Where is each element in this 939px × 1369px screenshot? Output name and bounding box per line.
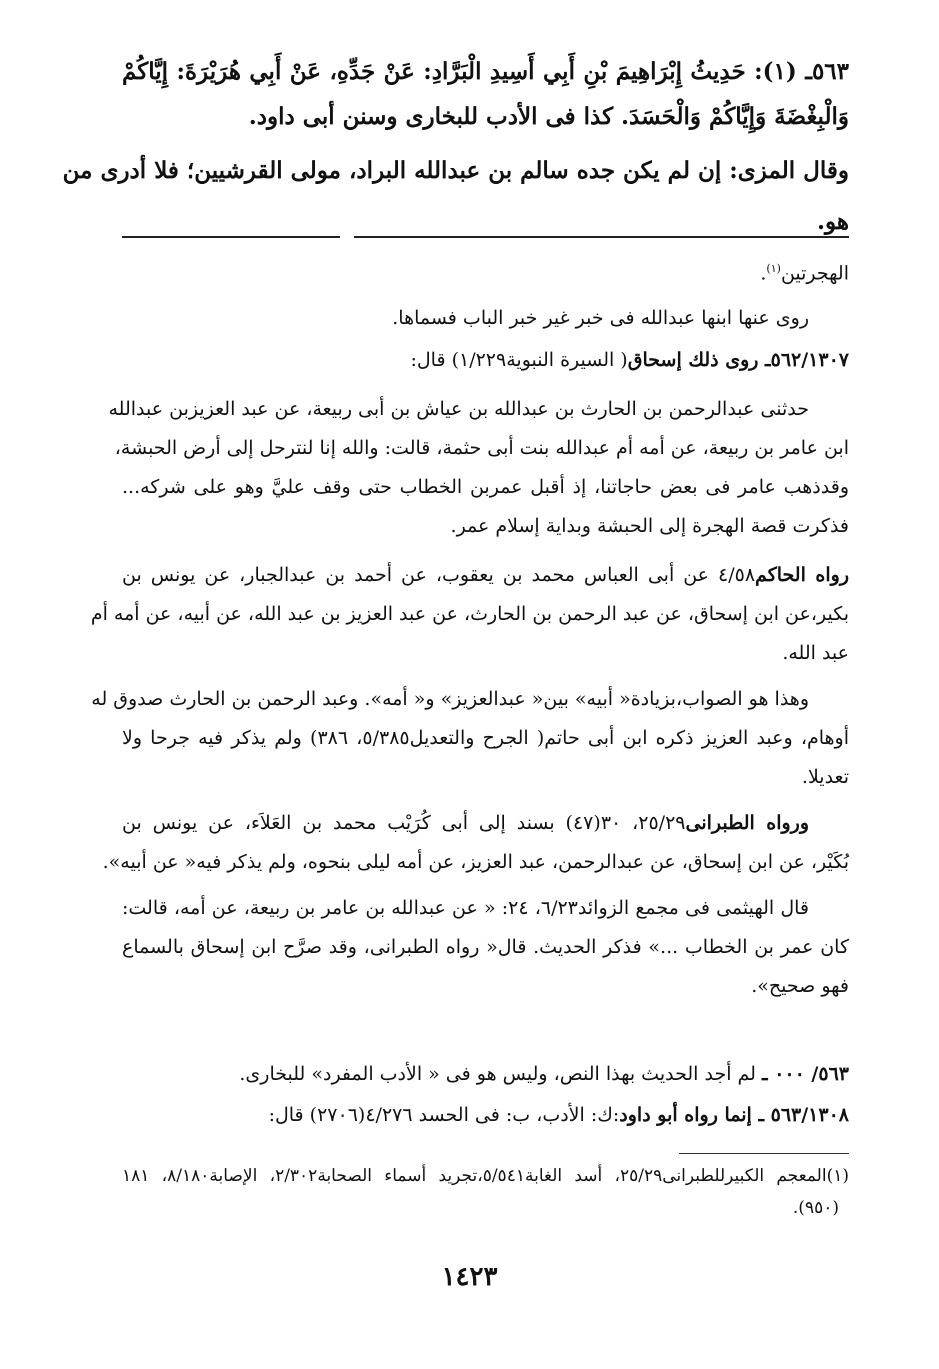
text-fragment: ٤/٥٨ عن أبى العباس محمد بن يعقوب، عن أحمد بن عبدالجبار، عن يونس بن bbox=[122, 564, 756, 586]
section-heading-line bbox=[269, 1104, 849, 1126]
footnote-divider bbox=[679, 1153, 849, 1154]
text-line: أوهام، وعبد العزيز ذكره ابن أبى حاتم( الجرح والتعديل٥/٣٨٥، ٣٨٦) ولم يذكر فيه جرحا ولا bbox=[122, 727, 849, 749]
text-fragment: ( السيرة النبوية١/٢٢٩) قال: bbox=[410, 349, 628, 371]
text-line bbox=[122, 812, 809, 834]
footnote-line: (١)المعجم الكبيرللطبرانى٢٥/٢٩، أسد الغابة٥/٥٤١،تجريد أسماء الصحابة٢/٣٠٢، الإصابة٨/١٨٠، ١٨١ bbox=[122, 1166, 849, 1186]
text-fragment: :ك: الأدب، ب: فى الحسد ٤/٢٧٦(٢٧٠٦) قال: bbox=[268, 1104, 620, 1126]
section-divider bbox=[122, 236, 849, 238]
commentary-line: وقال المزى: إن لم يكن جده سالم بن عبدالله البراد، مولى القرشيين؛ فلا أدرى من bbox=[62, 157, 849, 184]
footnote-line: (٩٥٠). bbox=[792, 1198, 839, 1218]
footnote-marker: (١) bbox=[766, 262, 781, 275]
section-heading-line bbox=[239, 1063, 849, 1085]
text-line: كان عمر بن الخطاب ...» فذكر الحديث. قال« رواه الطبرانى، وقد صرَّح ابن إسحاق بالسماع bbox=[122, 936, 849, 958]
text-line: عبد الله. bbox=[782, 642, 849, 664]
source-name: رواه الحاكم bbox=[755, 564, 850, 586]
text-line: بكير،عن ابن إسحاق، عن عبد الرحمن بن الحارث، عن عبد العزيز بن عبد الله، عن أبيه، عن أمه أم bbox=[90, 603, 849, 625]
text-fragment: ٢٥/٢٩، ٣٠(٤٧) بسند إلى أبى كُرَيْب محمد بن العَلاَء، عن يونس بن bbox=[122, 812, 686, 834]
hadith-heading-line: ٥٦٣ـ (١): حَدِيثُ إِبْرَاهِيمَ بْنِ أَبِي أَسِيدِ الْبَرَّادِ: عَنْ جَدِّهِ، عَنْ أَبِي هُرَيْرَةَ: إِيَّاكُمْ bbox=[122, 58, 849, 85]
text-line: فهو صحيح». bbox=[751, 975, 849, 997]
text-line: حدثنى عبدالرحمن بن الحارث بن عبدالله بن عياش بن أبى ربيعة، عن عبد العزيزبن عبدالله bbox=[108, 398, 809, 420]
text-line: فذكرت قصة الهجرة إلى الحبشة وبداية إسلام عمر. bbox=[450, 515, 849, 537]
section-divider-gap bbox=[340, 232, 354, 240]
section-heading: ٥٦٣/١٣٠٨ ـ إنما رواه أبو داود bbox=[619, 1104, 849, 1126]
commentary-line: هو. bbox=[816, 208, 849, 235]
text-fragment: لم أجد الحديث بهذا النص، وليس هو فى « الأدب المفرد» للبخارى. bbox=[239, 1063, 762, 1085]
section-heading: ٥٦٣/ ٠٠٠ ـ bbox=[762, 1063, 849, 1085]
source-name: ورواه الطبرانى bbox=[685, 812, 809, 834]
text-line: وهذا هو الصواب،بزيادة« أبيه» بين« عبدالعزيز» و« أمه». وعبد الرحمن بن الحارث صدوق له bbox=[91, 688, 809, 710]
text-line: وقدذهب عامر فى بعض حاجاتنا، إذ أقبل عمربن الخطاب حتى وقف عليَّ وهو على شركه... bbox=[122, 476, 849, 498]
text-line: روى عنها ابنها عبدالله فى خبر غير خبر الباب فسماها. bbox=[392, 307, 809, 329]
text-fragment: . bbox=[760, 262, 767, 285]
text-line bbox=[122, 564, 849, 586]
section-heading: ٥٦٢/١٣٠٧ـ روى ذلك إسحاق bbox=[627, 349, 849, 371]
hadith-heading-line: وَالْبِغْضَةَ وَإِيَّاكُمْ وَالْحَسَدَ. كذا فى الأدب للبخارى وسنن أبى داود. bbox=[248, 103, 849, 130]
text-line bbox=[760, 262, 849, 284]
text-line: بُكَيْر، عن ابن إسحاق، عن عبدالرحمن، عبد العزيز، عن أمه ليلى بنحوه، ولم يذكر فيه« عن أبيه». bbox=[102, 851, 849, 873]
section-heading-line bbox=[410, 349, 849, 371]
text-line: قال الهيثمى فى مجمع الزوائد٦/٢٣، ٢٤: « عن عبدالله بن عامر بن ربيعة، عن أمه، قالت: bbox=[122, 897, 810, 919]
text-line: ابن عامر بن ربيعة، عن أمه أم عبدالله بنت أبى حثمة، قالت: والله إنا لنترحل إلى أرض الحبشة، bbox=[114, 437, 849, 459]
text-fragment: الهجرتين bbox=[780, 262, 849, 285]
text-line: تعديلا. bbox=[801, 766, 849, 788]
page-number: ١٤٢٣ bbox=[441, 1262, 498, 1292]
